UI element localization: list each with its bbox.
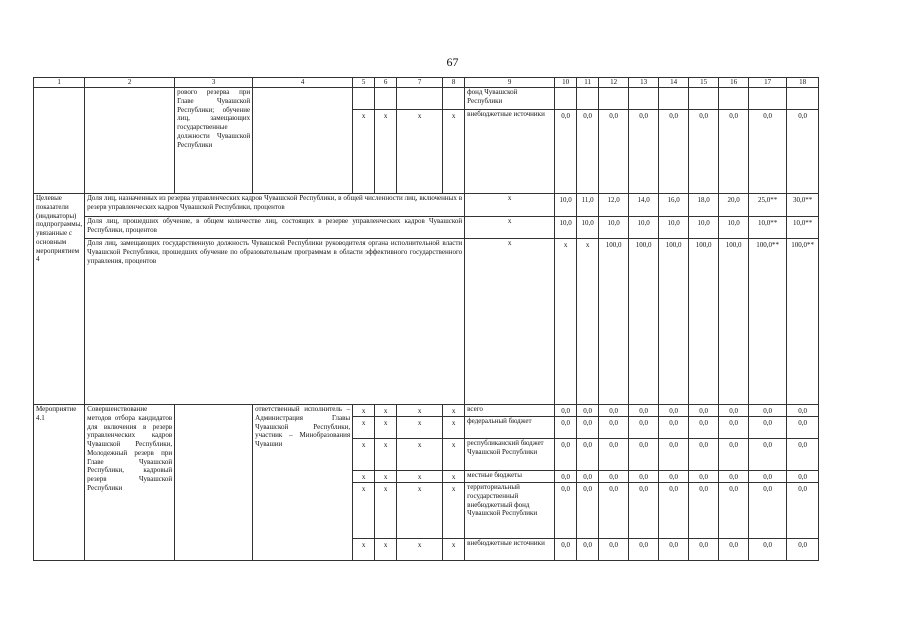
indicator-row <box>34 194 819 217</box>
funding-source-cell: фонд Чувашской Республики <box>465 88 555 110</box>
mark-cell: х <box>353 110 375 194</box>
value-cell: 0,0 <box>689 417 719 439</box>
value-cell: 30,0** <box>787 194 819 217</box>
empty-cell <box>175 405 253 561</box>
mark-cell <box>397 88 443 110</box>
value-cell: 0,0 <box>787 483 819 539</box>
value-cell <box>787 88 819 110</box>
value-cell: 0,0 <box>689 110 719 194</box>
mark-cell: х <box>465 194 555 217</box>
measure-row <box>34 405 819 417</box>
value-cell: 0,0 <box>555 539 577 561</box>
value-cell: 18,0 <box>689 194 719 217</box>
header-cell: 8 <box>443 78 465 88</box>
mark-cell: х <box>353 417 375 439</box>
indicator-row <box>34 239 819 405</box>
value-cell: 0,0 <box>577 439 599 471</box>
indicators-label-cell: Целевые показатели (индикаторы) подпрограммы, увязанные с основным мероприятием 4 <box>34 194 85 405</box>
value-cell <box>719 88 749 110</box>
value-cell: 11,0 <box>577 194 599 217</box>
funding-source-cell: федеральный бюджет <box>465 417 555 439</box>
value-cell: 0,0 <box>577 471 599 483</box>
indicator-row <box>34 217 819 239</box>
mark-cell: х <box>465 239 555 405</box>
value-cell: 10,0 <box>719 217 749 239</box>
value-cell: 10,0 <box>599 217 629 239</box>
value-cell: 10,0 <box>629 217 659 239</box>
value-cell: 0,0 <box>689 471 719 483</box>
value-cell: 10,0 <box>555 194 577 217</box>
value-cell: 0,0 <box>749 483 787 539</box>
funding-source-cell: местные бюджеты <box>465 471 555 483</box>
funding-source-cell: территориальный государственный внебюджетный фонд Чувашской Республики <box>465 483 555 539</box>
value-cell <box>659 88 689 110</box>
value-cell: 0,0 <box>555 405 577 417</box>
value-cell: 0,0 <box>787 110 819 194</box>
value-cell: 10,0 <box>555 217 577 239</box>
value-cell: 10,0 <box>659 217 689 239</box>
value-cell: 0,0 <box>787 539 819 561</box>
executor-cell: ответственный исполнитель – Администрация Главы Чувашской Республики, участник – Минобразования Чувашии <box>253 405 353 561</box>
header-cell: 2 <box>85 78 175 88</box>
value-cell: х <box>555 239 577 405</box>
value-cell <box>749 88 787 110</box>
indicator-text-cell: Доля лиц, замещающих государственную должность Чувашской Республики руководителя органа исполнительной власти Чувашской Республики, прошедших обучение по образовательным программам в области эффективного государственного управления, процентов <box>85 239 465 405</box>
value-cell: 0,0 <box>599 405 629 417</box>
value-cell: 0,0 <box>599 417 629 439</box>
value-cell: 0,0 <box>659 439 689 471</box>
mark-cell: х <box>443 439 465 471</box>
value-cell: 0,0 <box>659 483 689 539</box>
mark-cell: х <box>375 439 397 471</box>
value-cell: 10,0 <box>689 217 719 239</box>
value-cell: 0,0 <box>629 110 659 194</box>
header-cell: 5 <box>353 78 375 88</box>
value-cell: 0,0 <box>749 417 787 439</box>
value-cell: 0,0 <box>659 471 689 483</box>
header-cell: 12 <box>599 78 629 88</box>
header-cell: 9 <box>465 78 555 88</box>
mark-cell: х <box>353 539 375 561</box>
mark-cell: х <box>375 417 397 439</box>
value-cell: 100,0 <box>689 239 719 405</box>
value-cell: 0,0 <box>555 110 577 194</box>
value-cell: 0,0 <box>689 439 719 471</box>
value-cell: 0,0 <box>787 471 819 483</box>
value-cell: 100,0** <box>787 239 819 405</box>
header-cell: 17 <box>749 78 787 88</box>
mark-cell: х <box>443 417 465 439</box>
mark-cell: х <box>353 483 375 539</box>
mark-cell: х <box>397 417 443 439</box>
value-cell: 0,0 <box>555 439 577 471</box>
indicator-text-cell: Доля лиц, назначенных из резерва управленческих кадров Чувашской Республики, в общей численности лиц, включенных в резерв управленческих кадров Чувашской Республики, процентов <box>85 194 465 217</box>
mark-cell: х <box>397 439 443 471</box>
mark-cell <box>375 88 397 110</box>
value-cell: 100,0** <box>749 239 787 405</box>
value-cell <box>577 88 599 110</box>
value-cell: 100,0 <box>629 239 659 405</box>
mark-cell: х <box>443 483 465 539</box>
mark-cell: х <box>397 471 443 483</box>
value-cell: 100,0 <box>719 239 749 405</box>
value-cell: 0,0 <box>659 417 689 439</box>
table-row <box>34 88 819 110</box>
measure-label-cell: Мероприятие 4.1 <box>34 405 85 561</box>
value-cell: х <box>577 239 599 405</box>
mark-cell: х <box>353 439 375 471</box>
mark-cell: х <box>375 483 397 539</box>
value-cell: 0,0 <box>719 483 749 539</box>
value-cell: 0,0 <box>599 110 629 194</box>
funding-source-cell: всего <box>465 405 555 417</box>
header-cell: 16 <box>719 78 749 88</box>
header-cell: 4 <box>253 78 353 88</box>
header-cell: 6 <box>375 78 397 88</box>
value-cell: 0,0 <box>577 483 599 539</box>
value-cell: 0,0 <box>719 539 749 561</box>
mark-cell: х <box>353 471 375 483</box>
value-cell: 0,0 <box>689 539 719 561</box>
value-cell: 0,0 <box>749 439 787 471</box>
value-cell: 0,0 <box>555 417 577 439</box>
mark-cell: х <box>397 483 443 539</box>
value-cell: 0,0 <box>577 110 599 194</box>
value-cell: 25,0** <box>749 194 787 217</box>
mark-cell: х <box>465 217 555 239</box>
value-cell: 0,0 <box>749 471 787 483</box>
value-cell: 100,0 <box>659 239 689 405</box>
value-cell: 100,0 <box>599 239 629 405</box>
value-cell: 0,0 <box>689 405 719 417</box>
program-table <box>33 77 819 561</box>
header-cell: 18 <box>787 78 819 88</box>
value-cell <box>555 88 577 110</box>
measure-description-cell: рового резерва при Главе Чувашской Республики; обучение лиц, замещающих государственные должности Чувашской Республики <box>175 88 253 194</box>
value-cell: 0,0 <box>629 483 659 539</box>
empty-cell <box>34 88 85 194</box>
mark-cell: х <box>397 539 443 561</box>
mark-cell: х <box>443 539 465 561</box>
value-cell: 0,0 <box>749 110 787 194</box>
value-cell: 0,0 <box>787 405 819 417</box>
value-cell: 10,0** <box>749 217 787 239</box>
empty-cell <box>85 88 175 194</box>
value-cell: 0,0 <box>599 539 629 561</box>
value-cell: 0,0 <box>555 471 577 483</box>
header-cell: 10 <box>555 78 577 88</box>
mark-cell: х <box>375 471 397 483</box>
value-cell: 0,0 <box>599 483 629 539</box>
value-cell: 0,0 <box>599 439 629 471</box>
page-number: 67 <box>446 55 459 69</box>
header-cell: 1 <box>34 78 85 88</box>
header-cell: 7 <box>397 78 443 88</box>
value-cell: 16,0 <box>659 194 689 217</box>
empty-cell <box>253 88 353 194</box>
header-cell: 13 <box>629 78 659 88</box>
value-cell: 12,0 <box>599 194 629 217</box>
value-cell: 0,0 <box>719 471 749 483</box>
mark-cell: х <box>375 110 397 194</box>
value-cell: 20,0 <box>719 194 749 217</box>
value-cell: 14,0 <box>629 194 659 217</box>
value-cell: 0,0 <box>719 417 749 439</box>
mark-cell: х <box>375 539 397 561</box>
mark-cell: х <box>443 110 465 194</box>
value-cell: 0,0 <box>577 405 599 417</box>
value-cell: 0,0 <box>599 471 629 483</box>
header-cell: 15 <box>689 78 719 88</box>
funding-source-cell: внебюджетные источники <box>465 539 555 561</box>
value-cell: 0,0 <box>659 539 689 561</box>
value-cell: 0,0 <box>659 110 689 194</box>
value-cell: 0,0 <box>577 539 599 561</box>
value-cell: 0,0 <box>577 417 599 439</box>
value-cell: 10,0** <box>787 217 819 239</box>
header-cell: 11 <box>577 78 599 88</box>
value-cell <box>599 88 629 110</box>
mark-cell: х <box>397 110 443 194</box>
value-cell <box>629 88 659 110</box>
value-cell: 0,0 <box>749 405 787 417</box>
indicator-text-cell: Доля лиц, прошедших обучение, в общем количестве лиц, состоящих в резерве управленческих кадров Чувашской Республики, процентов <box>85 217 465 239</box>
value-cell: 0,0 <box>787 417 819 439</box>
value-cell: 0,0 <box>787 439 819 471</box>
value-cell: 0,0 <box>659 405 689 417</box>
mark-cell: х <box>443 405 465 417</box>
value-cell: 0,0 <box>629 439 659 471</box>
value-cell: 10,0 <box>577 217 599 239</box>
mark-cell: х <box>375 405 397 417</box>
value-cell: 0,0 <box>629 417 659 439</box>
value-cell: 0,0 <box>719 110 749 194</box>
value-cell: 0,0 <box>555 483 577 539</box>
value-cell: 0,0 <box>689 483 719 539</box>
mark-cell: х <box>353 405 375 417</box>
mark-cell <box>443 88 465 110</box>
mark-cell: х <box>397 405 443 417</box>
header-cell: 14 <box>659 78 689 88</box>
funding-source-cell: республиканский бюджет Чувашской Республики <box>465 439 555 471</box>
funding-source-cell: внебюджетные источники <box>465 110 555 194</box>
value-cell: 0,0 <box>629 471 659 483</box>
value-cell: 0,0 <box>629 405 659 417</box>
value-cell <box>689 88 719 110</box>
mark-cell <box>353 88 375 110</box>
value-cell: 0,0 <box>719 405 749 417</box>
value-cell: 0,0 <box>719 439 749 471</box>
value-cell: 0,0 <box>629 539 659 561</box>
header-cell: 3 <box>175 78 253 88</box>
header-row <box>34 78 819 88</box>
measure-title-cell: Совершенствование методов отбора кандидатов для включения в резерв управленческих кадров Чувашской Республики, Молодежный резерв при Главе Чувашской Республики, кадровый резерв Чувашской Республики <box>85 405 175 561</box>
mark-cell: х <box>443 471 465 483</box>
value-cell: 0,0 <box>749 539 787 561</box>
